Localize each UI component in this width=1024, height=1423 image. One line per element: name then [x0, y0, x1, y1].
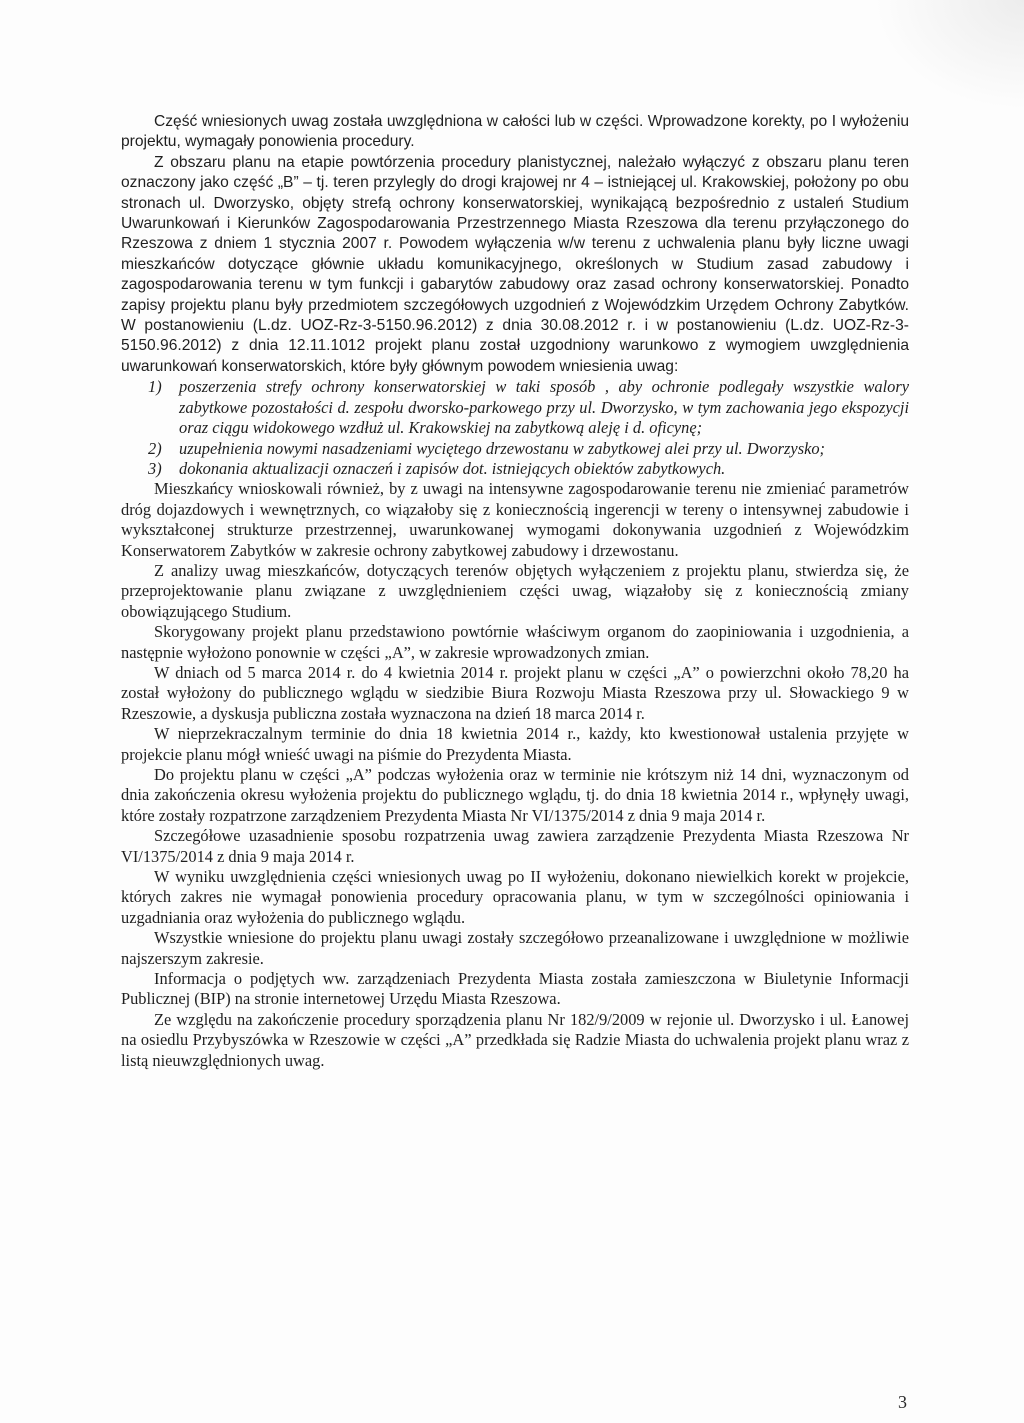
paragraph-exclusion: Z obszaru planu na etapie powtórzenia procedury planistycznej, należało wyłączyć z obszaru planu teren oznaczony jako część „B” – tj. teren przylegly do drogi krajowej nr 4 – istniejącej ul. Krakowskiej, położony po obu stronach ul. Dworzysko, objęty strefą ochrony konserwatorskiej, wynikającą bezpośrednio z ustaleń Studium Uwarunkowań i Kierunków Zagospodarowania Przestrzennego Miasta Rzeszowa dla terenu przyłączonego do Rzeszowa z dniem 1 stycznia 2007 r. Powodem wyłączenia w/w terenu z uchwalenia planu były liczne uwagi mieszkańców dotyczące głównie układu komunikacyjnego, określonych w Studium zasad zabudowy i zagospodarowania terenu w tym funkcji i gabarytów zabudowy oraz zasad ochrony konserwatorskiej. Ponadto zapisy projektu planu były przedmiotem szczegółowych uzgodnień z Wojewódzkim Urzędem Ochrony Zabytków. W postanowieniu (L.dz. UOZ-Rz-3-5150.96.2012) z dnia 30.08.2012 r. i w postanowieniu (L.dz. UOZ-Rz-3-5150.96.2012) z dnia 12.11.1012 projekt planu został uzgodniony warunkowo z wymogiem uwzględnienia uwarunkowań konserwatorskich, które były głównym powodem wniesienia uwag:	[121, 153, 909, 375]
list-item-text: uzupełnienia nowymi nasadzeniami wyciętego drzewostanu w zabytkowej alei przy ul. Dworzysko;	[179, 438, 825, 458]
paragraph: Szczegółowe uzasadnienie sposobu rozpatrzenia uwag zawiera zarządzenie Prezydenta Miasta Rzeszowa Nr VI/1375/2014 z dnia 9 maja 2014 r.	[121, 826, 909, 866]
paragraph: W nieprzekraczalnym terminie do dnia 18 kwietnia 2014 r., każdy, kto kwestionował ustalenia przyjęte w projekcie planu mógł wnieść uwagi na piśmie do Prezydenta Miasta.	[121, 724, 909, 764]
paragraph: Ze względu na zakończenie procedury sporządzenia planu Nr 182/9/2009 w rejonie ul. Dworzysko i ul. Łanowej na osiedlu Przybyszówka w Rzeszowie w części „A” przedkłada się Radzie Miasta do uchwalenia projekt planu wraz z listą nieuwzględnionych uwag.	[121, 1009, 909, 1070]
list-item	[121, 377, 909, 438]
document-body	[121, 112, 909, 1071]
list-item-text: poszerzenia strefy ochrony konserwatorskiej w taki sposób , aby ochronie podlegały wszystkie walory zabytkowe pozostałości d. zespołu dworsko-parkowego przy ul. Dworzysko, w tym zachowania jego ekspozycji oraz ciągu widokowego wzdłuż ul. Krakowskiej na zabytkową aleję i d. oficynę;	[179, 377, 909, 438]
conservation-requirements-list	[121, 377, 909, 479]
paragraph-intro: Część wniesionych uwag została uwzględniona w całości lub w części. Wprowadzone korekty, po I wyłożeniu projektu, wymagały ponowienia procedury.	[121, 113, 909, 151]
page-number: 3	[898, 1392, 907, 1412]
paragraph: Informacja o podjętych ww. zarządzeniach Prezydenta Miasta została zamieszczona w Biuletynie Informacji Publicznej (BIP) na stronie internetowej Urzędu Miasta Rzeszowa.	[121, 969, 909, 1009]
list-item-number: 1)	[148, 377, 162, 397]
scan-shadow	[874, 0, 1024, 110]
list-item	[121, 439, 909, 459]
list-item-text: dokonania aktualizacji oznaczeń i zapisów dot. istniejących obiektów zabytkowych.	[179, 458, 726, 478]
list-item	[121, 459, 909, 479]
paragraph: W wyniku uwzględnienia części wniesionych uwag po II wyłożeniu, dokonano niewielkich korekt w projekcie, których zakres nie wymagał ponowienia procedury opracowania planu, w tym w szczególności opiniowania i uzgadniania oraz wyłożenia do publicznego wglądu.	[121, 867, 909, 927]
paragraph: Do projektu planu w części „A” podczas wyłożenia oraz w terminie nie krótszym niż 14 dni, wyznaczonym od dnia zakończenia okresu wyłożenia projektu do publicznego wglądu, tj. do dnia 18 kwietnia 2014 r., wpłynęły uwagi, które zostały rozpatrzone zarządzeniem Prezydenta Miasta Nr VI/1375/2014 z dnia 9 maja 2014 r.	[121, 765, 909, 825]
paragraph: Skorygowany projekt planu przedstawiono powtórnie właściwym organom do zaopiniowania i uzgodnienia, a następnie wyłożono ponownie w części „A”, w zakresie wprowadzonych zmian.	[121, 622, 909, 662]
paragraph: Wszystkie wniesione do projektu planu uwagi zostały szczegółowo przeanalizowane i uwzględnione w możliwie najszerszym zakresie.	[121, 928, 909, 968]
paragraph: W dniach od 5 marca 2014 r. do 4 kwietnia 2014 r. projekt planu w części „A” o powierzchni około 78,20 ha został wyłożony do publicznego wglądu w siedzibie Biura Rozwoju Miasta Rzeszowa przy ul. Słowackiego 9 w Rzeszowie, a dyskusja publiczna została wyznaczona na dzień 18 marca 2014 r.	[121, 662, 909, 723]
list-item-number: 2)	[148, 438, 162, 458]
list-item-number: 3)	[148, 458, 162, 478]
paragraph: Z analizy uwag mieszkańców, dotyczących terenów objętych wyłączeniem z projektu planu, stwierdza się, że przeprojektowanie planu związane z uwzględnieniem części uwag, wiązałoby się z koniecznością zmiany obowiązującego Studium.	[121, 560, 909, 621]
paragraph: Mieszkańcy wnioskowali również, by z uwagi na intensywne zagospodarowanie terenu nie zmieniać parametrów dróg dojazdowych i wewnętrznych, co wiązałoby się z koniecznością ingerencji w tereny o intensywnej zabudowie i wykształconej strukturze przestrzennej, uwarunkowanej wymogami dokonywania uzgodnień z Wojewódzkim Konserwatorem Zabytków w zakresie ochrony zabytkowej zabudowy i drzewostanu.	[121, 479, 909, 560]
